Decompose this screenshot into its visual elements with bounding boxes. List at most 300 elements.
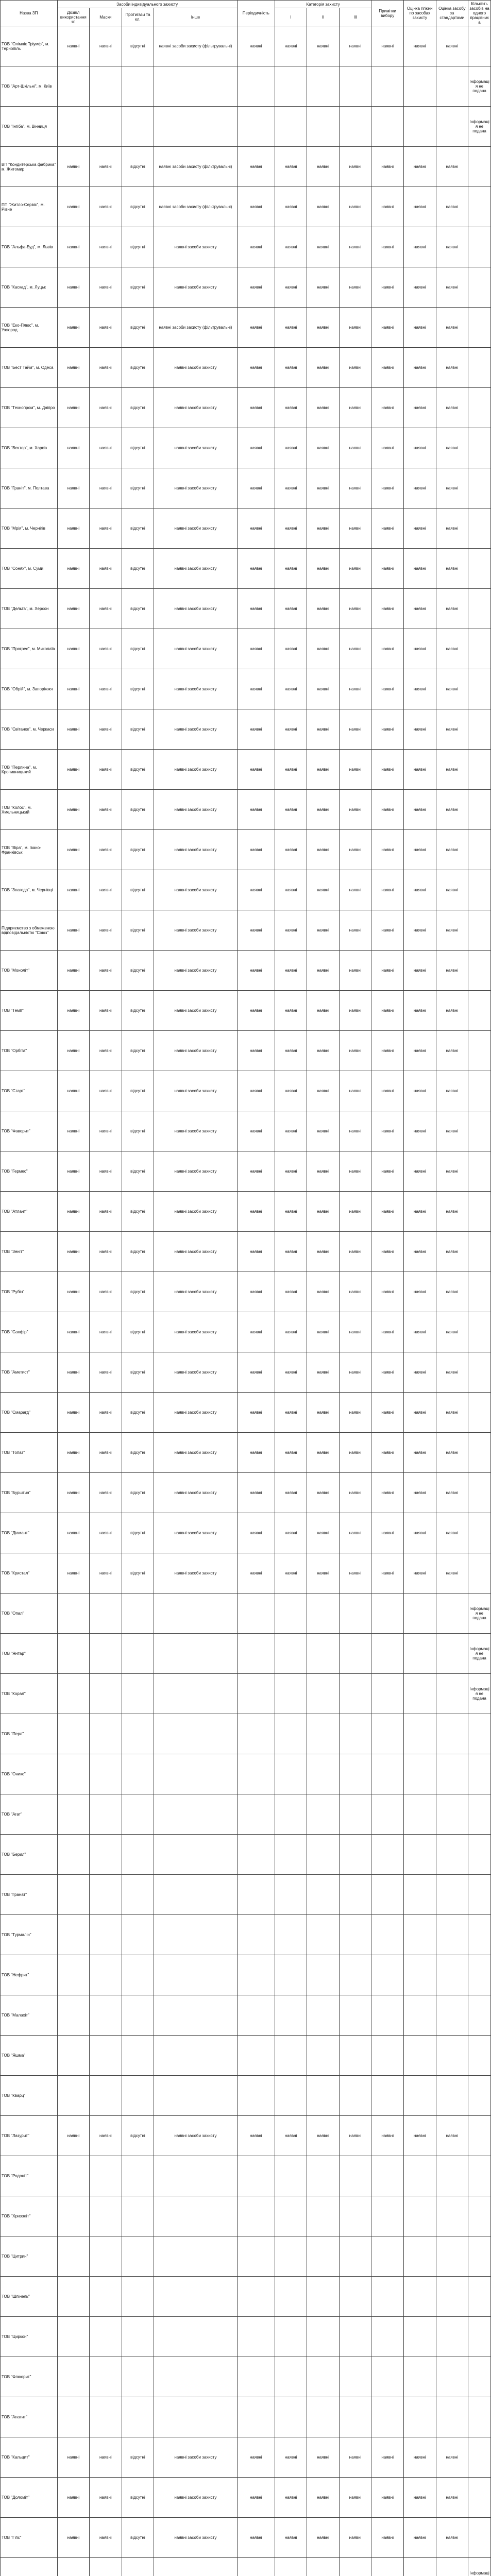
row-cell-1: наявні bbox=[57, 227, 90, 267]
row-cell-3: відсутні bbox=[122, 509, 154, 549]
row-cell-2: наявні bbox=[90, 1433, 122, 1473]
row-cell-4 bbox=[154, 107, 238, 147]
row-cell-10: наявні bbox=[403, 1031, 436, 1071]
row-cell-9: наявні bbox=[371, 1352, 404, 1393]
row-cell-5: наявні bbox=[237, 790, 275, 830]
table-row bbox=[1, 2196, 491, 2236]
row-cell-3: відсутні bbox=[122, 629, 154, 669]
row-name: ТОВ "Старт" bbox=[1, 1071, 58, 1111]
row-cell-3 bbox=[122, 2558, 154, 2576]
row-cell-6: наявні bbox=[275, 1232, 307, 1272]
row-cell-3: відсутні bbox=[122, 991, 154, 1031]
row-cell-12 bbox=[468, 870, 491, 910]
row-cell-3: відсутні bbox=[122, 1151, 154, 1192]
row-cell-9: наявні bbox=[371, 1151, 404, 1192]
row-cell-3: відсутні bbox=[122, 1352, 154, 1393]
row-cell-2: наявні bbox=[90, 1192, 122, 1232]
row-cell-6: наявні bbox=[275, 870, 307, 910]
row-cell-2 bbox=[90, 2196, 122, 2236]
row-cell-2 bbox=[90, 2357, 122, 2397]
header-inclusion-3: Протигази та кл. bbox=[122, 8, 154, 26]
row-cell-2: наявні bbox=[90, 951, 122, 991]
row-cell-9: наявні bbox=[371, 428, 404, 468]
row-cell-6: наявні bbox=[275, 1473, 307, 1513]
row-cell-6 bbox=[275, 2076, 307, 2116]
row-cell-4: наявні засоби захисту bbox=[154, 870, 238, 910]
row-cell-11 bbox=[436, 2076, 468, 2116]
row-cell-4 bbox=[154, 1594, 238, 1634]
row-cell-8: наявні bbox=[339, 468, 371, 509]
row-cell-7 bbox=[307, 1995, 340, 2036]
row-cell-11: наявні bbox=[436, 1352, 468, 1393]
row-cell-5 bbox=[237, 2317, 275, 2357]
row-name: ТОВ "Сапфір" bbox=[1, 1312, 58, 1352]
header-inclusion-1: Дозвіл використання зп bbox=[57, 8, 90, 26]
row-cell-1: наявні bbox=[57, 870, 90, 910]
row-cell-1: наявні bbox=[57, 629, 90, 669]
row-cell-7 bbox=[307, 1674, 340, 1714]
row-cell-8 bbox=[339, 1714, 371, 1754]
row-cell-12 bbox=[468, 1875, 491, 1915]
row-cell-12 bbox=[468, 709, 491, 750]
row-name: ТОВ "Гранат" bbox=[1, 1875, 58, 1915]
row-cell-1: наявні bbox=[57, 1111, 90, 1151]
row-cell-12 bbox=[468, 26, 491, 66]
row-cell-11: наявні bbox=[436, 1433, 468, 1473]
row-cell-5: наявні bbox=[237, 2437, 275, 2478]
row-cell-6: наявні bbox=[275, 951, 307, 991]
row-cell-8 bbox=[339, 1875, 371, 1915]
row-cell-10: наявні bbox=[403, 26, 436, 66]
row-cell-5: наявні bbox=[237, 1312, 275, 1352]
row-cell-9: наявні bbox=[371, 388, 404, 428]
row-cell-5 bbox=[237, 2357, 275, 2397]
row-cell-10: наявні bbox=[403, 227, 436, 267]
row-cell-11: наявні bbox=[436, 910, 468, 951]
row-cell-6 bbox=[275, 2317, 307, 2357]
row-cell-3: відсутні bbox=[122, 1312, 154, 1352]
row-cell-3: відсутні bbox=[122, 428, 154, 468]
row-cell-11: наявні bbox=[436, 1232, 468, 1272]
header-inclusion-4: Інше bbox=[154, 8, 238, 26]
row-cell-8: наявні bbox=[339, 549, 371, 589]
row-cell-5 bbox=[237, 1714, 275, 1754]
row-cell-2: наявні bbox=[90, 2478, 122, 2518]
row-cell-8 bbox=[339, 1634, 371, 1674]
row-cell-11: наявні bbox=[436, 709, 468, 750]
row-cell-4: наявні засоби захисту bbox=[154, 2437, 238, 2478]
row-cell-4: наявні засоби захисту bbox=[154, 991, 238, 1031]
row-cell-10: наявні bbox=[403, 709, 436, 750]
row-cell-11: наявні bbox=[436, 509, 468, 549]
row-cell-6: наявні bbox=[275, 1031, 307, 1071]
row-cell-12 bbox=[468, 1955, 491, 1995]
row-cell-11: наявні bbox=[436, 830, 468, 870]
row-cell-7: наявні bbox=[307, 509, 340, 549]
row-cell-9 bbox=[371, 2357, 404, 2397]
row-cell-9: наявні bbox=[371, 830, 404, 870]
row-cell-8: наявні bbox=[339, 1312, 371, 1352]
row-cell-3: відсутні bbox=[122, 1031, 154, 1071]
row-cell-3: відсутні bbox=[122, 187, 154, 227]
header-extra-1: Примітки вибору bbox=[371, 1, 404, 26]
row-cell-1: наявні bbox=[57, 951, 90, 991]
row-cell-7 bbox=[307, 66, 340, 107]
row-cell-7: наявні bbox=[307, 1031, 340, 1071]
table-row bbox=[1, 830, 491, 870]
row-cell-9: наявні bbox=[371, 790, 404, 830]
row-cell-5: наявні bbox=[237, 187, 275, 227]
row-cell-10: наявні bbox=[403, 1272, 436, 1312]
table-header bbox=[1, 1, 491, 26]
row-cell-1 bbox=[57, 107, 90, 147]
row-cell-6: наявні bbox=[275, 348, 307, 388]
row-cell-11 bbox=[436, 2036, 468, 2076]
row-cell-7: наявні bbox=[307, 870, 340, 910]
table-row bbox=[1, 1835, 491, 1875]
row-cell-6 bbox=[275, 1674, 307, 1714]
row-name: ТОВ "Темп" bbox=[1, 991, 58, 1031]
row-cell-12 bbox=[468, 1071, 491, 1111]
row-cell-1 bbox=[57, 2397, 90, 2437]
row-cell-7: наявні bbox=[307, 1272, 340, 1312]
row-cell-11: наявні bbox=[436, 629, 468, 669]
row-cell-10: наявні bbox=[403, 549, 436, 589]
row-cell-10 bbox=[403, 1955, 436, 1995]
row-name: ТОВ "Флюорит" bbox=[1, 2357, 58, 2397]
table-row bbox=[1, 1151, 491, 1192]
row-cell-6: наявні bbox=[275, 1272, 307, 1312]
row-cell-3: відсутні bbox=[122, 2116, 154, 2156]
row-cell-5: наявні bbox=[237, 267, 275, 308]
row-cell-6 bbox=[275, 1634, 307, 1674]
row-cell-2: наявні bbox=[90, 709, 122, 750]
row-cell-7: наявні bbox=[307, 1192, 340, 1232]
row-cell-6: наявні bbox=[275, 549, 307, 589]
row-cell-12 bbox=[468, 1714, 491, 1754]
row-cell-5: наявні bbox=[237, 1151, 275, 1192]
row-cell-12 bbox=[468, 1151, 491, 1192]
row-name: ТОВ "Світанок", м. Черкаси bbox=[1, 709, 58, 750]
row-cell-6 bbox=[275, 2397, 307, 2437]
row-cell-9 bbox=[371, 1915, 404, 1955]
row-cell-5: наявні bbox=[237, 26, 275, 66]
row-cell-2: наявні bbox=[90, 2437, 122, 2478]
row-cell-12 bbox=[468, 1232, 491, 1272]
row-cell-8: наявні bbox=[339, 589, 371, 629]
row-cell-6: наявні bbox=[275, 2437, 307, 2478]
row-cell-7 bbox=[307, 2156, 340, 2196]
row-cell-11 bbox=[436, 1674, 468, 1714]
row-cell-12 bbox=[468, 629, 491, 669]
row-cell-7 bbox=[307, 1634, 340, 1674]
row-cell-2 bbox=[90, 1835, 122, 1875]
row-cell-10: наявні bbox=[403, 1553, 436, 1594]
row-name: ТОВ "Граніт", м. Полтава bbox=[1, 468, 58, 509]
row-cell-2: наявні bbox=[90, 468, 122, 509]
row-cell-11: наявні bbox=[436, 2478, 468, 2518]
row-cell-7: наявні bbox=[307, 227, 340, 267]
row-name: ТОВ "Апатит" bbox=[1, 2397, 58, 2437]
header-protection-2: II bbox=[307, 8, 340, 26]
row-cell-3: відсутні bbox=[122, 468, 154, 509]
row-cell-3 bbox=[122, 1674, 154, 1714]
table-row bbox=[1, 2036, 491, 2076]
row-cell-5: наявні bbox=[237, 348, 275, 388]
row-cell-2: наявні bbox=[90, 187, 122, 227]
row-cell-2 bbox=[90, 2076, 122, 2116]
row-cell-10: наявні bbox=[403, 509, 436, 549]
row-cell-9 bbox=[371, 1995, 404, 2036]
row-cell-9 bbox=[371, 1594, 404, 1634]
row-cell-11 bbox=[436, 1754, 468, 1794]
row-cell-1: наявні bbox=[57, 1232, 90, 1272]
row-cell-10 bbox=[403, 2357, 436, 2397]
row-cell-7 bbox=[307, 2397, 340, 2437]
row-cell-10: наявні bbox=[403, 1071, 436, 1111]
row-name: ТОВ "Перл" bbox=[1, 1714, 58, 1754]
row-cell-1: наявні bbox=[57, 750, 90, 790]
row-cell-6 bbox=[275, 2036, 307, 2076]
row-cell-6: наявні bbox=[275, 1071, 307, 1111]
row-cell-3: відсутні bbox=[122, 669, 154, 709]
row-cell-12 bbox=[468, 2357, 491, 2397]
row-cell-7: наявні bbox=[307, 709, 340, 750]
row-cell-7: наявні bbox=[307, 388, 340, 428]
row-cell-9: наявні bbox=[371, 1312, 404, 1352]
row-cell-9 bbox=[371, 1875, 404, 1915]
row-cell-3: відсутні bbox=[122, 267, 154, 308]
table-row bbox=[1, 2156, 491, 2196]
row-cell-1: наявні bbox=[57, 709, 90, 750]
row-cell-6: наявні bbox=[275, 227, 307, 267]
row-cell-12 bbox=[468, 2397, 491, 2437]
table-row bbox=[1, 870, 491, 910]
row-cell-6 bbox=[275, 66, 307, 107]
row-cell-10 bbox=[403, 2317, 436, 2357]
row-cell-6 bbox=[275, 2236, 307, 2277]
row-cell-12 bbox=[468, 2076, 491, 2116]
row-name: ТОВ "Корал" bbox=[1, 1674, 58, 1714]
row-cell-6: наявні bbox=[275, 2518, 307, 2558]
row-cell-11: наявні bbox=[436, 750, 468, 790]
row-cell-9: наявні bbox=[371, 2437, 404, 2478]
row-cell-11: наявні bbox=[436, 951, 468, 991]
row-cell-7: наявні bbox=[307, 2116, 340, 2156]
row-cell-1: наявні bbox=[57, 1433, 90, 1473]
row-cell-3 bbox=[122, 1794, 154, 1835]
row-cell-12 bbox=[468, 669, 491, 709]
row-cell-10: наявні bbox=[403, 1473, 436, 1513]
row-cell-5: наявні bbox=[237, 709, 275, 750]
row-cell-9: наявні bbox=[371, 509, 404, 549]
row-cell-7 bbox=[307, 2196, 340, 2236]
row-cell-5 bbox=[237, 1875, 275, 1915]
table-row bbox=[1, 1393, 491, 1433]
row-name: ТОВ "Шпінель" bbox=[1, 2277, 58, 2317]
row-cell-11 bbox=[436, 1714, 468, 1754]
row-cell-11: наявні bbox=[436, 1071, 468, 1111]
row-cell-2: наявні bbox=[90, 589, 122, 629]
row-cell-8: наявні bbox=[339, 1473, 371, 1513]
row-cell-1: наявні bbox=[57, 388, 90, 428]
row-name: ТОВ "Бест Тайм", м. Одеса bbox=[1, 348, 58, 388]
row-cell-11 bbox=[436, 1955, 468, 1995]
row-cell-1: наявні bbox=[57, 549, 90, 589]
row-cell-4: наявні засоби захисту bbox=[154, 589, 238, 629]
row-cell-12 bbox=[468, 951, 491, 991]
row-cell-9: наявні bbox=[371, 187, 404, 227]
row-cell-11 bbox=[436, 2397, 468, 2437]
row-cell-11: наявні bbox=[436, 348, 468, 388]
row-cell-12: Інформація не подана bbox=[468, 1594, 491, 1634]
row-cell-6: наявні bbox=[275, 388, 307, 428]
row-cell-5: наявні bbox=[237, 1393, 275, 1433]
row-name: ТОВ "Колос", м. Хмельницький bbox=[1, 790, 58, 830]
table-row bbox=[1, 1634, 491, 1674]
row-cell-3 bbox=[122, 1594, 154, 1634]
row-cell-7: наявні bbox=[307, 589, 340, 629]
row-cell-1: наявні bbox=[57, 2518, 90, 2558]
row-cell-2: наявні bbox=[90, 1031, 122, 1071]
row-cell-8: наявні bbox=[339, 1232, 371, 1272]
row-cell-8 bbox=[339, 1915, 371, 1955]
row-cell-2: наявні bbox=[90, 629, 122, 669]
row-cell-3: відсутні bbox=[122, 1393, 154, 1433]
row-cell-10: наявні bbox=[403, 830, 436, 870]
row-cell-5: наявні bbox=[237, 991, 275, 1031]
row-cell-5: наявні bbox=[237, 227, 275, 267]
row-cell-3 bbox=[122, 1714, 154, 1754]
table-row bbox=[1, 2317, 491, 2357]
row-cell-1 bbox=[57, 1915, 90, 1955]
row-cell-10 bbox=[403, 1794, 436, 1835]
row-cell-10: наявні bbox=[403, 870, 436, 910]
row-cell-4 bbox=[154, 1995, 238, 2036]
row-cell-5 bbox=[237, 1995, 275, 2036]
row-cell-1: наявні bbox=[57, 509, 90, 549]
row-cell-9: наявні bbox=[371, 267, 404, 308]
row-cell-4: наявні засоби захисту bbox=[154, 1352, 238, 1393]
row-cell-2: наявні bbox=[90, 1151, 122, 1192]
row-cell-2 bbox=[90, 1634, 122, 1674]
row-cell-2: наявні bbox=[90, 1553, 122, 1594]
row-cell-9: наявні bbox=[371, 669, 404, 709]
row-cell-8: наявні bbox=[339, 1513, 371, 1553]
row-cell-2 bbox=[90, 1995, 122, 2036]
row-cell-9: наявні bbox=[371, 308, 404, 348]
table-row bbox=[1, 2518, 491, 2558]
row-cell-8: наявні bbox=[339, 2518, 371, 2558]
row-cell-3 bbox=[122, 66, 154, 107]
row-cell-2: наявні bbox=[90, 2116, 122, 2156]
table-row bbox=[1, 267, 491, 308]
table-row bbox=[1, 1232, 491, 1272]
row-cell-9: наявні bbox=[371, 1031, 404, 1071]
row-cell-1: наявні bbox=[57, 991, 90, 1031]
row-cell-2: наявні bbox=[90, 388, 122, 428]
row-cell-11: наявні bbox=[436, 1031, 468, 1071]
row-cell-12 bbox=[468, 1794, 491, 1835]
row-cell-10 bbox=[403, 1875, 436, 1915]
row-cell-10: наявні bbox=[403, 267, 436, 308]
row-cell-2: наявні bbox=[90, 348, 122, 388]
row-cell-10: наявні bbox=[403, 629, 436, 669]
row-cell-11: наявні bbox=[436, 549, 468, 589]
row-cell-3: відсутні bbox=[122, 1232, 154, 1272]
row-cell-10 bbox=[403, 1754, 436, 1794]
row-cell-4 bbox=[154, 2156, 238, 2196]
table-row bbox=[1, 66, 491, 107]
row-cell-6 bbox=[275, 1754, 307, 1794]
row-cell-5 bbox=[237, 2036, 275, 2076]
row-cell-6: наявні bbox=[275, 147, 307, 187]
row-cell-5: наявні bbox=[237, 147, 275, 187]
row-cell-10: наявні bbox=[403, 388, 436, 428]
row-cell-6: наявні bbox=[275, 830, 307, 870]
row-cell-9: наявні bbox=[371, 750, 404, 790]
row-cell-12 bbox=[468, 1995, 491, 2036]
row-cell-10 bbox=[403, 1714, 436, 1754]
row-cell-4 bbox=[154, 1674, 238, 1714]
row-cell-5 bbox=[237, 1915, 275, 1955]
row-cell-7 bbox=[307, 1875, 340, 1915]
row-cell-1: наявні bbox=[57, 1312, 90, 1352]
row-cell-3: відсутні bbox=[122, 348, 154, 388]
row-cell-11: наявні bbox=[436, 428, 468, 468]
row-cell-11 bbox=[436, 1995, 468, 2036]
row-cell-4: наявні засоби захисту bbox=[154, 2518, 238, 2558]
row-cell-3: відсутні bbox=[122, 1433, 154, 1473]
row-cell-5 bbox=[237, 1754, 275, 1794]
row-cell-10: наявні bbox=[403, 910, 436, 951]
row-cell-4: наявні засоби захисту bbox=[154, 1192, 238, 1232]
row-cell-2: наявні bbox=[90, 1312, 122, 1352]
row-cell-7: наявні bbox=[307, 267, 340, 308]
row-cell-3: відсутні bbox=[122, 1473, 154, 1513]
row-cell-8: наявні bbox=[339, 147, 371, 187]
row-cell-7: наявні bbox=[307, 2518, 340, 2558]
row-cell-8 bbox=[339, 1674, 371, 1714]
row-cell-10 bbox=[403, 1634, 436, 1674]
row-name: ТОВ "Моноліт" bbox=[1, 951, 58, 991]
row-cell-6 bbox=[275, 1875, 307, 1915]
row-cell-12 bbox=[468, 348, 491, 388]
row-cell-5: наявні bbox=[237, 468, 275, 509]
row-cell-4: наявні засоби захисту bbox=[154, 1312, 238, 1352]
row-cell-10 bbox=[403, 2397, 436, 2437]
row-cell-8 bbox=[339, 107, 371, 147]
row-cell-10 bbox=[403, 2558, 436, 2576]
row-cell-11 bbox=[436, 2277, 468, 2317]
row-cell-12: Інформація не подана bbox=[468, 107, 491, 147]
row-cell-11: наявні bbox=[436, 991, 468, 1031]
row-cell-8: наявні bbox=[339, 2478, 371, 2518]
row-cell-1: наявні bbox=[57, 348, 90, 388]
row-name: ТОВ "Орбіта" bbox=[1, 1031, 58, 1071]
row-cell-1: наявні bbox=[57, 187, 90, 227]
row-cell-6: наявні bbox=[275, 790, 307, 830]
row-cell-5 bbox=[237, 2397, 275, 2437]
row-cell-1: наявні bbox=[57, 589, 90, 629]
row-cell-1 bbox=[57, 2317, 90, 2357]
row-cell-11: наявні bbox=[436, 1553, 468, 1594]
row-cell-7 bbox=[307, 1714, 340, 1754]
row-name: ТОВ "Кальцит" bbox=[1, 2437, 58, 2478]
row-name: ВП "Кондитерська фабрика" м. Житомир bbox=[1, 147, 58, 187]
row-cell-2: наявні bbox=[90, 669, 122, 709]
row-cell-5: наявні bbox=[237, 1513, 275, 1553]
